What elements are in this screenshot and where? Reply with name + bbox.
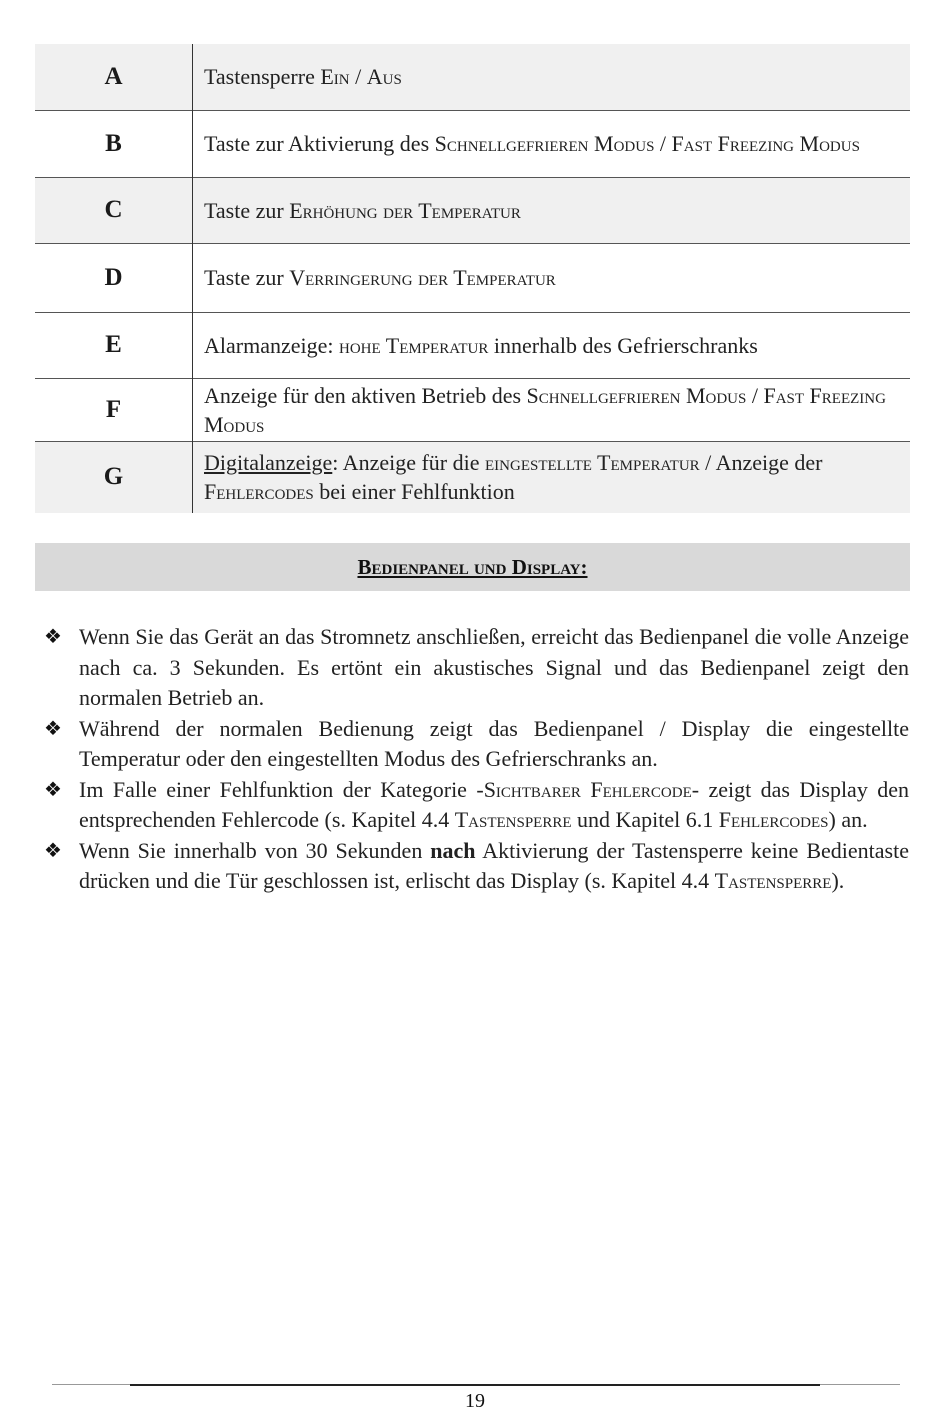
text-run: bei einer Fehlfunktion	[313, 479, 515, 505]
legend-key: G	[35, 441, 193, 513]
small-caps-text: Fehlercodes	[204, 479, 314, 505]
small-caps-text: hohe Temperatur	[339, 332, 489, 358]
bullet-list	[44, 622, 909, 897]
legend-description	[193, 378, 911, 441]
text-run: /	[654, 131, 672, 156]
text-run: und Kapitel 6.1	[571, 807, 719, 832]
diamond-flower-icon: ❖	[44, 717, 62, 740]
text-run: - zeigt das Display den entsprechenden Fehlercode (s. Kapitel 4.4	[79, 776, 909, 832]
small-caps-text: Verringerung der Temperatur	[289, 265, 556, 290]
legend-row	[35, 378, 910, 441]
text-run: Aktivierung der Tastensperre keine Bedientaste drücken und die Tür geschlossen ist, erlischt das Display (s. Kapitel 4.4	[79, 837, 909, 893]
legend-key: C	[35, 177, 193, 243]
small-caps-text: Schnellgefrieren Modus	[526, 382, 747, 408]
bullet-text	[79, 777, 909, 833]
small-caps-text: Aus	[366, 64, 402, 90]
text-run: Taste zur Aktivierung des	[204, 131, 435, 156]
footer-divider-accent	[130, 1384, 820, 1386]
bullet-item	[44, 622, 909, 714]
bullet-item	[44, 714, 909, 775]
legend-description	[193, 243, 911, 312]
text-run: Anzeige für den aktiven Betrieb des	[204, 382, 527, 408]
legend-row	[35, 44, 910, 110]
legend-key: D	[35, 243, 193, 312]
text-run: /	[746, 382, 764, 408]
legend-description	[193, 312, 911, 378]
text-run: Taste zur	[204, 265, 290, 290]
text-run: Wenn Sie innerhalb von 30 Sekunden	[79, 837, 431, 863]
text-run: Während der normalen Bedienung zeigt das Bedienpanel / Display die eingestellte Temperatur oder den eingestellten Modus des Gefrierschranks an.	[79, 715, 909, 771]
text-run: Alarmanzeige:	[204, 332, 339, 358]
text-run: innerhalb des Gefrierschranks	[488, 332, 758, 358]
legend-description	[193, 441, 911, 513]
small-caps-text: Sichtbarer Fehlercode	[483, 776, 692, 802]
small-caps-text: Schnellgefrieren Modus	[434, 131, 655, 156]
text-run: Tastensperre	[204, 64, 321, 90]
section-header	[35, 543, 910, 591]
bullet-text	[79, 838, 909, 894]
legend-key: A	[35, 44, 193, 110]
legend-row	[35, 110, 910, 177]
legend-table-body	[35, 44, 910, 513]
diamond-flower-icon: ❖	[44, 626, 62, 648]
small-caps-text: eingestellte Temperatur	[485, 450, 700, 476]
legend-row	[35, 441, 910, 513]
small-caps-text: Tastensperre	[454, 807, 572, 832]
text-run: /	[349, 64, 367, 90]
small-caps-text: Ein	[320, 64, 350, 90]
small-caps-text: Fast Freezing Modus	[204, 382, 886, 437]
legend-key: B	[35, 110, 193, 177]
text-run: ).	[831, 868, 845, 893]
bullet-item	[44, 836, 909, 897]
text-run: Wenn Sie das Gerät an das Stromnetz anschließen, erreicht das Bedienpanel die volle Anzeige nach ca. 3 Sekunden. Es ertönt ein akustisches Signal und das Bedienpanel zeigt den normalen Betrieb an.	[79, 624, 909, 710]
underlined-text: Digitalanzeige	[204, 450, 333, 476]
bold-text: nach	[430, 837, 476, 863]
diamond-flower-icon: ❖	[44, 778, 62, 801]
legend-row	[35, 312, 910, 378]
section-title: Bedienpanel und Display:	[357, 554, 588, 579]
page-number: 19	[465, 1390, 485, 1412]
legend-row	[35, 177, 910, 243]
small-caps-text: Fast Freezing Modus	[671, 131, 860, 156]
legend-row	[35, 243, 910, 312]
legend-table	[35, 44, 910, 513]
legend-description	[193, 177, 911, 243]
small-caps-text: Erhöhung der Temperatur	[289, 197, 521, 223]
legend-key: E	[35, 312, 193, 378]
legend-key: F	[35, 378, 193, 441]
text-run: Taste zur	[204, 197, 290, 223]
text-run: Im Falle einer Fehlfunktion der Kategorie -	[79, 776, 484, 802]
text-run: ) an.	[828, 807, 868, 832]
small-caps-text: Tastensperre	[714, 868, 832, 893]
bullet-text	[79, 716, 909, 772]
legend-description	[193, 110, 911, 177]
diamond-flower-icon: ❖	[44, 839, 62, 862]
small-caps-text: Fehlercodes	[718, 807, 829, 832]
text-run: : Anzeige für die	[332, 450, 486, 476]
bullet-text	[79, 624, 909, 710]
legend-description	[193, 44, 911, 110]
text-run: / Anzeige der	[699, 450, 823, 476]
bullet-item	[44, 775, 909, 836]
